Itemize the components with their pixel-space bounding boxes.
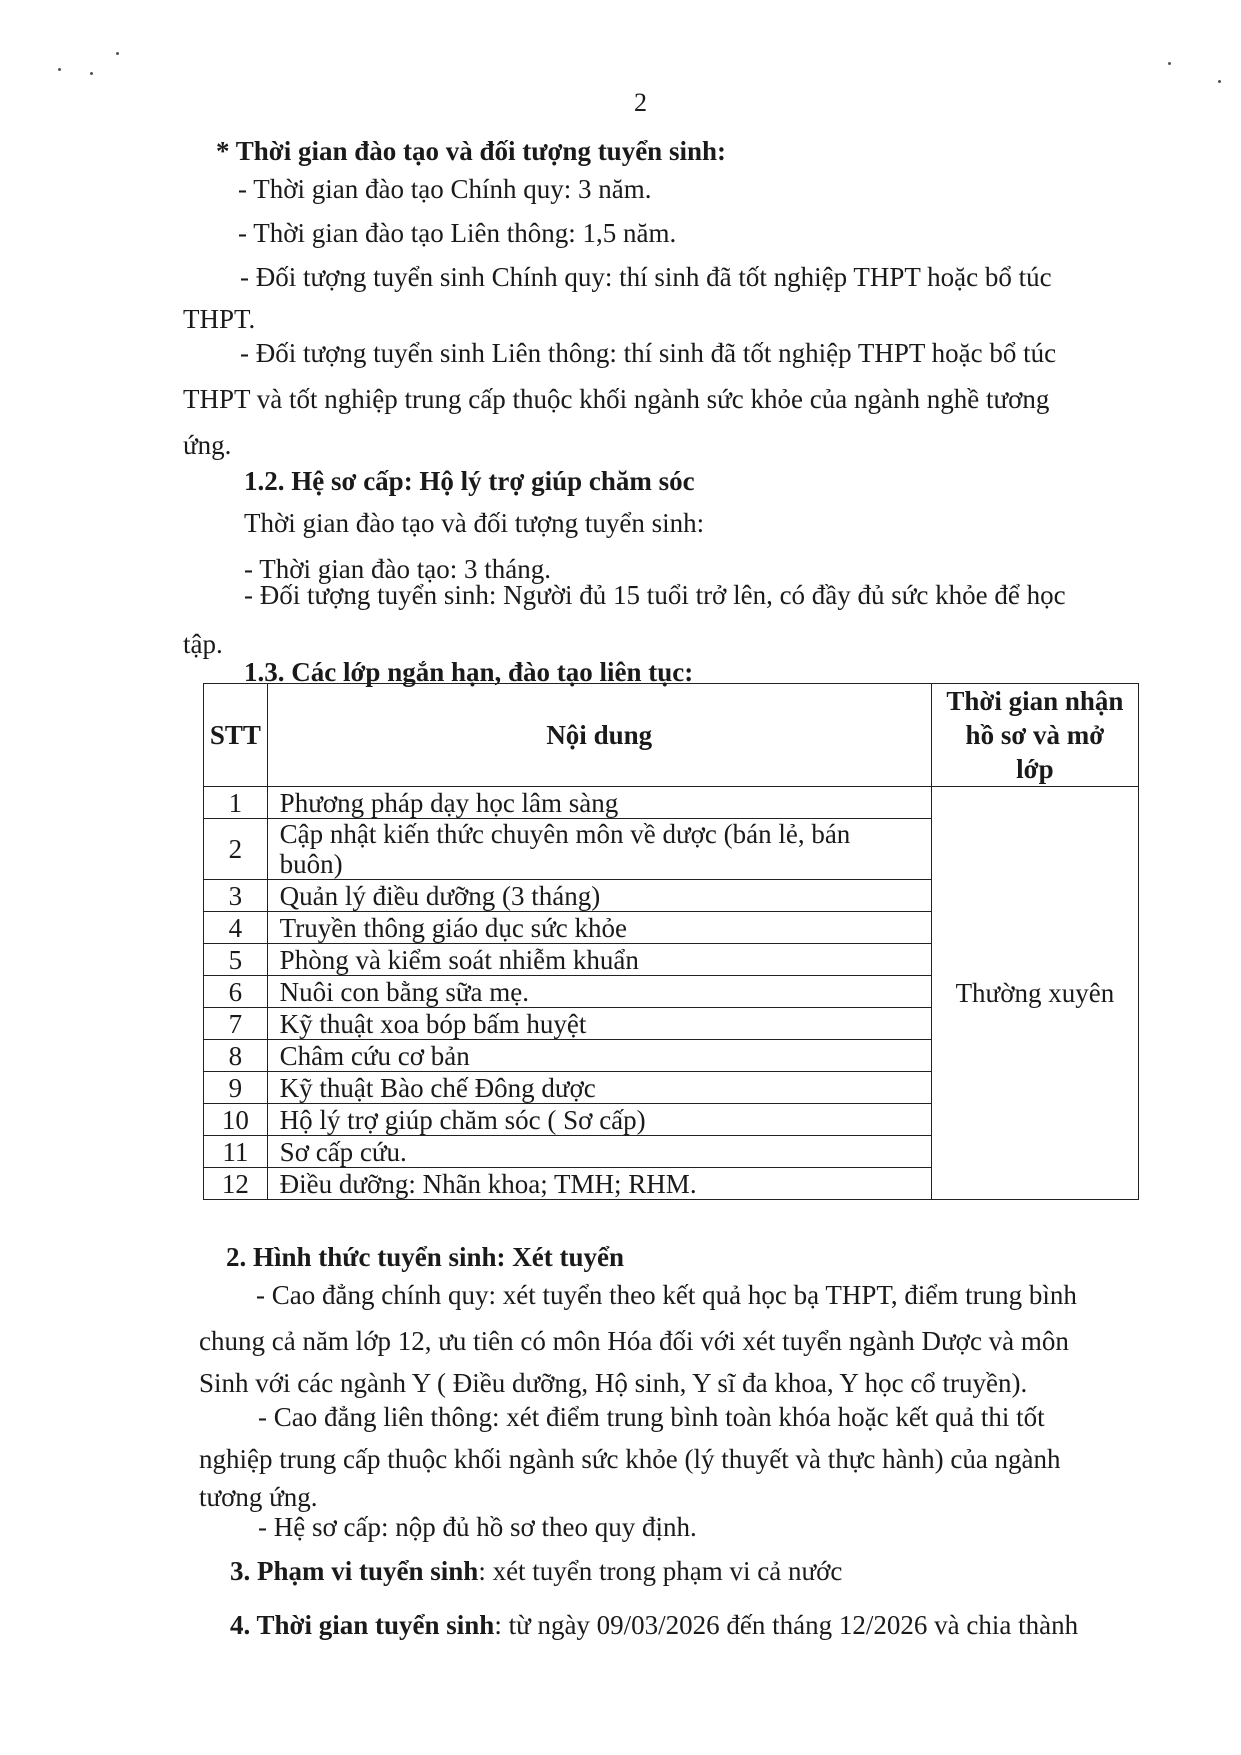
section-4-text: : từ ngày 09/03/2026 đến tháng 12/2026 và chia thành [494, 1610, 1079, 1640]
row-stt: 2 [204, 819, 268, 880]
row-stt: 10 [204, 1104, 268, 1136]
row-stt: 9 [204, 1072, 268, 1104]
header-time: Thời gian nhận hồ sơ và mở lớp [931, 684, 1138, 787]
section-3-line [230, 1554, 842, 1588]
paragraph-line: - Đối tượng tuyển sinh Liên thông: thí sinh đã tốt nghiệp THPT hoặc bổ túc [240, 338, 1057, 368]
paragraph-line: tương ứng. [199, 1482, 318, 1512]
row-stt: 4 [204, 912, 268, 944]
paragraph-line: - Thời gian đào tạo Chính quy: 3 năm. [238, 174, 652, 204]
section-heading-2: 2. Hình thức tuyển sinh: Xét tuyển [226, 1242, 624, 1272]
paragraph-line: - Đối tượng tuyển sinh Chính quy: thí sinh đã tốt nghiệp THPT hoặc bổ túc [240, 262, 1052, 292]
header-stt: STT [204, 684, 268, 787]
paragraph-line: THPT và tốt nghiệp trung cấp thuộc khối ngành sức khỏe của ngành nghề tương [183, 384, 1050, 414]
row-content: Cập nhật kiến thức chuyên môn về dược (bán lẻ, bán buôn) [267, 819, 931, 880]
scan-speck [1218, 80, 1221, 83]
paragraph-line: chung cả năm lớp 12, ưu tiên có môn Hóa đối với xét tuyển ngành Dược và môn [199, 1326, 1069, 1356]
scan-speck [90, 72, 93, 75]
row-content: Phương pháp dạy học lâm sàng [267, 787, 931, 819]
paragraph-line: tập. [183, 629, 223, 659]
row-stt: 7 [204, 1008, 268, 1040]
row-stt: 12 [204, 1168, 268, 1200]
table-header-row [204, 684, 1139, 787]
time-value: Thường xuyên [931, 787, 1138, 1200]
paragraph-line: - Đối tượng tuyển sinh: Người đủ 15 tuổi trở lên, có đầy đủ sức khỏe để học [244, 580, 1066, 610]
section-heading-1-2: 1.2. Hệ sơ cấp: Hộ lý trợ giúp chăm sóc [244, 466, 695, 496]
section-4-line [230, 1608, 1078, 1642]
section-4-label: 4. Thời gian tuyển sinh [230, 1610, 495, 1640]
scan-speck [116, 52, 119, 55]
section-3-text: : xét tuyển trong phạm vi cả nước [478, 1556, 843, 1586]
row-content: Sơ cấp cứu. [267, 1136, 931, 1168]
row-stt: 8 [204, 1040, 268, 1072]
row-content: Điều dưỡng: Nhãn khoa; TMH; RHM. [267, 1168, 931, 1200]
paragraph-line: - Thời gian đào tạo Liên thông: 1,5 năm. [238, 218, 677, 248]
table-row [204, 787, 1139, 819]
header-content: Nội dung [267, 684, 931, 787]
page-number: 2 [634, 88, 647, 117]
row-stt: 6 [204, 976, 268, 1008]
row-stt: 11 [204, 1136, 268, 1168]
paragraph-line: - Thời gian đào tạo: 3 tháng. [244, 554, 551, 584]
section-heading-1-3: 1.3. Các lớp ngắn hạn, đào tạo liên tục: [244, 657, 694, 687]
row-content: Nuôi con bằng sữa mẹ. [267, 976, 931, 1008]
scan-speck [58, 68, 61, 71]
row-content: Kỹ thuật xoa bóp bấm huyệt [267, 1008, 931, 1040]
paragraph-line: THPT. [183, 304, 256, 334]
section-heading-training-time: * Thời gian đào tạo và đối tượng tuyển sinh: [216, 136, 726, 166]
paragraph-line: Sinh với các ngành Y ( Điều dưỡng, Hộ sinh, Y sĩ đa khoa, Y học cổ truyền). [199, 1368, 1028, 1398]
row-content: Phòng và kiểm soát nhiễm khuẩn [267, 944, 931, 976]
row-content: Kỹ thuật Bào chế Đông dược [267, 1072, 931, 1104]
paragraph-line: - Cao đẳng chính quy: xét tuyển theo kết quả học bạ THPT, điểm trung bình [256, 1280, 1077, 1310]
row-stt: 3 [204, 880, 268, 912]
row-content: Quản lý điều dưỡng (3 tháng) [267, 880, 931, 912]
short-course-table [203, 683, 1139, 1200]
row-content: Truyền thông giáo dục sức khỏe [267, 912, 931, 944]
row-content: Châm cứu cơ bản [267, 1040, 931, 1072]
paragraph-line: - Cao đẳng liên thông: xét điểm trung bình toàn khóa hoặc kết quả thi tốt [258, 1402, 1045, 1432]
section-3-label: 3. Phạm vi tuyển sinh [230, 1556, 479, 1586]
paragraph-line: - Hệ sơ cấp: nộp đủ hồ sơ theo quy định. [258, 1512, 697, 1542]
paragraph-line: ứng. [183, 430, 232, 460]
paragraph-line: Thời gian đào tạo và đối tượng tuyển sinh: [244, 508, 705, 538]
paragraph-line: nghiệp trung cấp thuộc khối ngành sức khỏe (lý thuyết và thực hành) của ngành [199, 1444, 1061, 1474]
row-stt: 1 [204, 787, 268, 819]
row-stt: 5 [204, 944, 268, 976]
scan-speck [1168, 62, 1171, 65]
row-content: Hộ lý trợ giúp chăm sóc ( Sơ cấp) [267, 1104, 931, 1136]
